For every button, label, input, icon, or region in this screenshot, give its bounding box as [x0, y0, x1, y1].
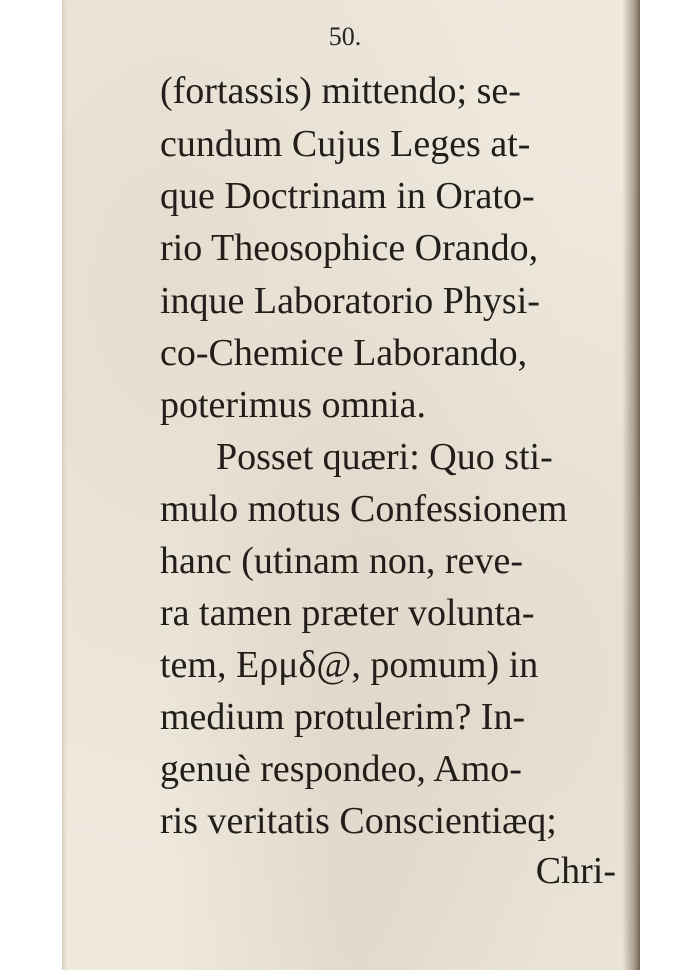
text-line-1: (fortassis) mittendo; se-	[160, 70, 521, 112]
page-left-edge	[62, 0, 67, 970]
text-line-9: mulo motus Confessionem	[160, 488, 568, 530]
text-line-6: co-Chemice Laborando,	[160, 332, 528, 374]
text-line-14: genuè respondeo, Amo-	[160, 748, 522, 790]
text-line-8: Posset quæri: Quo sti-	[216, 436, 553, 478]
text-line-11: ra tamen præter volunta-	[160, 592, 535, 634]
page-number: 50.	[328, 22, 362, 51]
catchword: Chri-	[535, 850, 616, 892]
text-line-15: ris veritatis Conscientiæq;	[160, 800, 557, 842]
text-line-13: medium protulerim? In-	[160, 696, 526, 738]
text-line-5: inque Laboratorio Physi-	[160, 280, 540, 322]
page-gutter-shadow	[622, 0, 640, 970]
text-line-4: rio Theosophice Orando,	[160, 227, 539, 269]
text-line-3: que Doctrinam in Orato-	[160, 175, 535, 217]
text-line-10: hanc (utinam non, reve-	[160, 540, 523, 582]
text-line-12: tem, Ερμδ@, pomum) in	[160, 644, 539, 686]
text-line-2: cundum Cujus Leges at-	[160, 123, 531, 165]
text-line-7: poterimus omnia.	[160, 384, 426, 426]
